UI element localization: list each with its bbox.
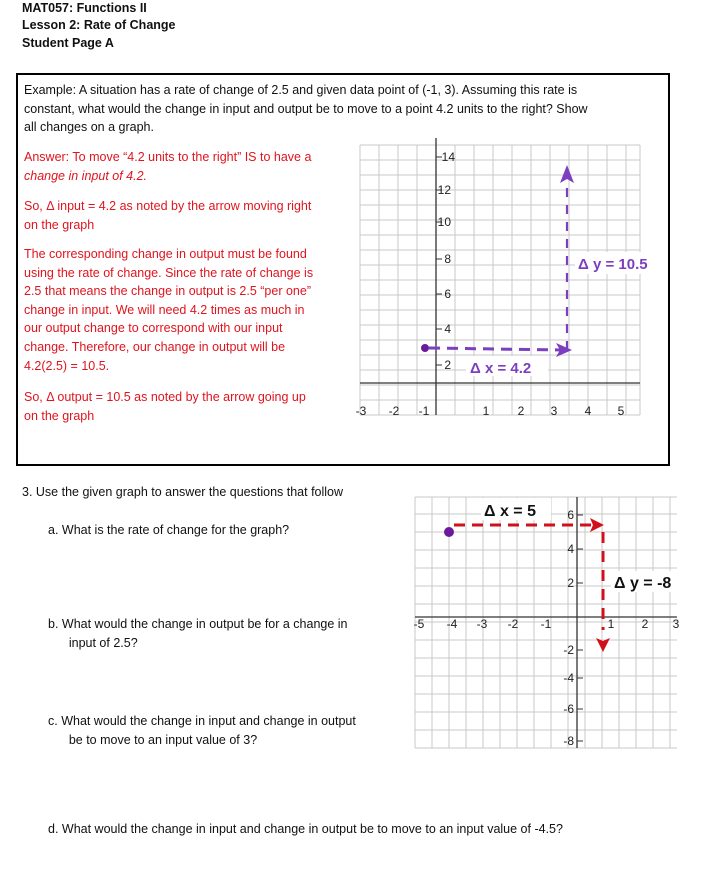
course-title: MAT057: Functions II — [22, 1, 147, 15]
answer-paragraph-3: The corresponding change in output must be found using the rate of change. Since the rate of change is 2.5 that means the change in output is 2.5 “per one” change in input. We will need 4.2 times as much in our output change to correspond with our input change. Therefore, our change in output will be 4.2(2.5) = 10.5. — [24, 247, 314, 373]
y-tick-label: 8 — [444, 252, 451, 266]
x-tick-label: -2 — [507, 617, 519, 631]
start-point — [444, 527, 454, 537]
x-tick-label: -1 — [418, 404, 430, 418]
q3c: c. What would the change in input and change in output be to move to an input value of 3? — [48, 714, 356, 747]
prompt-line: constant, what would the change in input and output be to move to a point 4.2 units to the right? Show — [24, 101, 588, 116]
x-tick-label: -2 — [388, 404, 400, 418]
x-tick-label: 2 — [641, 617, 649, 631]
x-tick-label: -4 — [446, 617, 458, 631]
y-tick-label: -6 — [563, 702, 574, 716]
x-tick-label: 4 — [584, 404, 592, 418]
answer-paragraph-1: Answer: To move “4.2 units to the right” IS to have a change in input of 4.2. — [24, 150, 312, 183]
y-tick-label: -8 — [563, 734, 574, 748]
y-tick-labels — [438, 150, 456, 372]
y-tick-label: 4 — [567, 542, 574, 556]
q3-intro: 3. Use the given graph to answer the questions that follow — [22, 485, 344, 499]
x-tick-labels — [414, 617, 680, 631]
y-tick-label: -4 — [563, 671, 574, 685]
example-prompt — [24, 81, 588, 137]
y-tick-label: 2 — [444, 358, 451, 372]
x-tick-label: -3 — [476, 617, 488, 631]
y-tick-label: 14 — [441, 150, 455, 164]
y-tick-label: 10 — [437, 215, 451, 229]
dy-label: Δ y = -8 — [614, 575, 672, 592]
x-tick-label: -5 — [413, 617, 425, 631]
y-tick-label: 6 — [444, 287, 451, 301]
x-tick-label: 2 — [517, 404, 525, 418]
y-tick-label: -2 — [563, 643, 574, 657]
answer-paragraph-2: So, Δ input = 4.2 as noted by the arrow moving right on the graph — [24, 199, 312, 232]
y-tick-label: 12 — [437, 183, 451, 197]
y-tick-marks — [577, 515, 583, 741]
x-tick-label: 3 — [550, 404, 558, 418]
example-graph — [350, 138, 650, 428]
x-tick-label: 3 — [672, 617, 680, 631]
x-tick-label: -1 — [540, 617, 552, 631]
y-tick-labels — [563, 508, 574, 748]
answer-paragraph-4: So, Δ output = 10.5 as noted by the arrow going up on the graph — [24, 390, 306, 423]
prompt-line: all changes on a graph. — [24, 120, 154, 135]
lesson-title: Lesson 2: Rate of Change — [22, 18, 176, 32]
y-tick-label: 6 — [567, 508, 574, 522]
dx-arrow-shaft — [429, 348, 562, 350]
x-tick-label: 5 — [617, 404, 625, 418]
x-tick-labels — [356, 404, 625, 418]
question-graph — [415, 492, 685, 772]
start-point — [421, 344, 429, 352]
q3d: d. What would the change in input and change in output be to move to an input value of -4.5? — [48, 822, 563, 836]
page-label: Student Page A — [22, 36, 114, 50]
x-tick-label: -3 — [355, 404, 367, 418]
y-tick-label: 4 — [444, 322, 451, 336]
x-tick-label: 1 — [607, 617, 615, 631]
dx-label: Δ x = 5 — [484, 503, 536, 520]
x-tick-label: 1 — [482, 404, 490, 418]
y-tick-label: 2 — [567, 576, 574, 590]
q3b: b. What would the change in output be for a change in input of 2.5? — [48, 617, 348, 650]
dx-label: Δ x = 4.2 — [470, 360, 532, 377]
q3a: a. What is the rate of change for the graph? — [48, 523, 290, 537]
dy-arrow-head — [560, 165, 574, 183]
dy-label: Δ y = 10.5 — [578, 256, 648, 273]
prompt-line: Example: A situation has a rate of change of 2.5 and given data point of (-1, 3). Assuming this rate is — [24, 83, 578, 97]
